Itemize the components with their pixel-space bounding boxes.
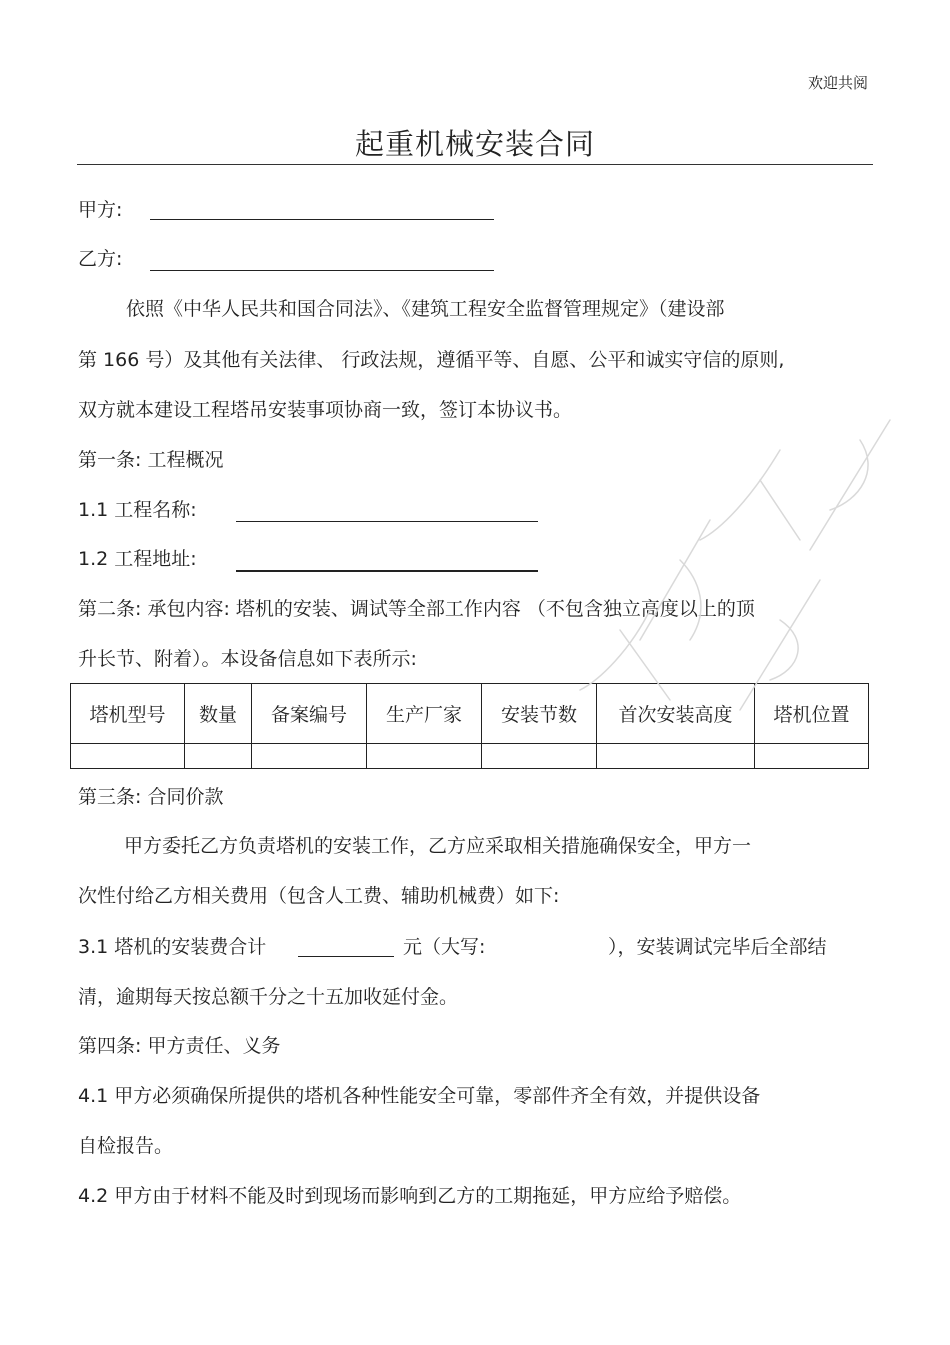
col-header-location: 塔机位置 [755, 684, 869, 744]
document-title: 起重机械安装合同 [354, 127, 595, 161]
equipment-info-table [70, 683, 869, 769]
col-header-sections: 安装节数 [482, 684, 597, 744]
intro-line-1: 依照《中华人民共和国合同法》、《建筑工程安全监督管理规定》（建设部 [126, 298, 725, 320]
article-3-para-line-1: 甲方委托乙方负责塔机的安装工作，乙方应采取相关措施确保安全，甲方一 [124, 835, 752, 857]
title-divider [77, 164, 873, 165]
party-b-label: 乙方: [78, 248, 123, 270]
table-cell[interactable] [755, 744, 869, 769]
article-4-item-2: 4.2 甲方由于材料不能及时到现场而影响到乙方的工期拖延，甲方应给予赔偿。 [78, 1185, 742, 1207]
table-row [71, 744, 869, 769]
table-cell[interactable] [482, 744, 597, 769]
project-name-blank[interactable] [236, 521, 538, 522]
install-fee-blank[interactable] [298, 956, 394, 957]
article-4-item-1-line-1: 4.1 甲方必须确保所提供的塔机各种性能安全可靠，零部件齐全有效，并提供设备 [78, 1085, 761, 1107]
install-fee-line-2: 清，逾期每天按总额千分之十五加收延付金。 [78, 986, 459, 1008]
header-note: 欢迎共阅 [807, 74, 868, 92]
article-4-heading: 第四条: 甲方责任、义务 [78, 1035, 281, 1057]
col-header-manufacturer: 生产厂家 [367, 684, 482, 744]
table-cell[interactable] [252, 744, 367, 769]
project-address-label: 1.2 工程地址: [78, 548, 197, 570]
party-a-label: 甲方: [78, 199, 123, 221]
col-header-initial-height: 首次安装高度 [597, 684, 755, 744]
install-fee-unit: 元（大写: [403, 936, 486, 958]
intro-line-3: 双方就本建设工程塔吊安装事项协商一致，签订本协议书。 [78, 399, 573, 421]
table-header-row [71, 684, 869, 744]
project-address-blank[interactable] [236, 570, 538, 572]
table-cell[interactable] [71, 744, 185, 769]
col-header-registration-no: 备案编号 [252, 684, 367, 744]
col-header-quantity: 数量 [185, 684, 252, 744]
party-b-blank[interactable] [150, 270, 494, 271]
col-header-model: 塔机型号 [71, 684, 185, 744]
party-a-blank[interactable] [150, 219, 494, 220]
table-cell[interactable] [185, 744, 252, 769]
project-name-label: 1.1 工程名称: [78, 499, 197, 521]
article-1-heading: 第一条: 工程概况 [78, 449, 224, 471]
install-fee-label: 3.1 塔机的安装费合计 [78, 936, 267, 958]
intro-line-2: 第 166 号）及其他有关法律、 行政法规，遵循平等、自愿、公平和诚实守信的原则, [78, 349, 785, 371]
article-2-line-1: 第二条: 承包内容: 塔机的安装、调试等全部工作内容 （不包含独立高度以上的顶 [78, 598, 755, 620]
article-3-heading: 第三条: 合同价款 [78, 786, 224, 808]
article-2-line-2: 升长节、附着）。本设备信息如下表所示: [78, 648, 417, 670]
table-cell[interactable] [597, 744, 755, 769]
table-cell[interactable] [367, 744, 482, 769]
install-fee-suffix: ），安装调试完毕后全部结 [608, 936, 827, 958]
article-3-para-line-2: 次性付给乙方相关费用（包含人工费、辅助机械费）如下: [78, 885, 560, 907]
article-4-item-1-line-2: 自检报告。 [78, 1135, 174, 1157]
